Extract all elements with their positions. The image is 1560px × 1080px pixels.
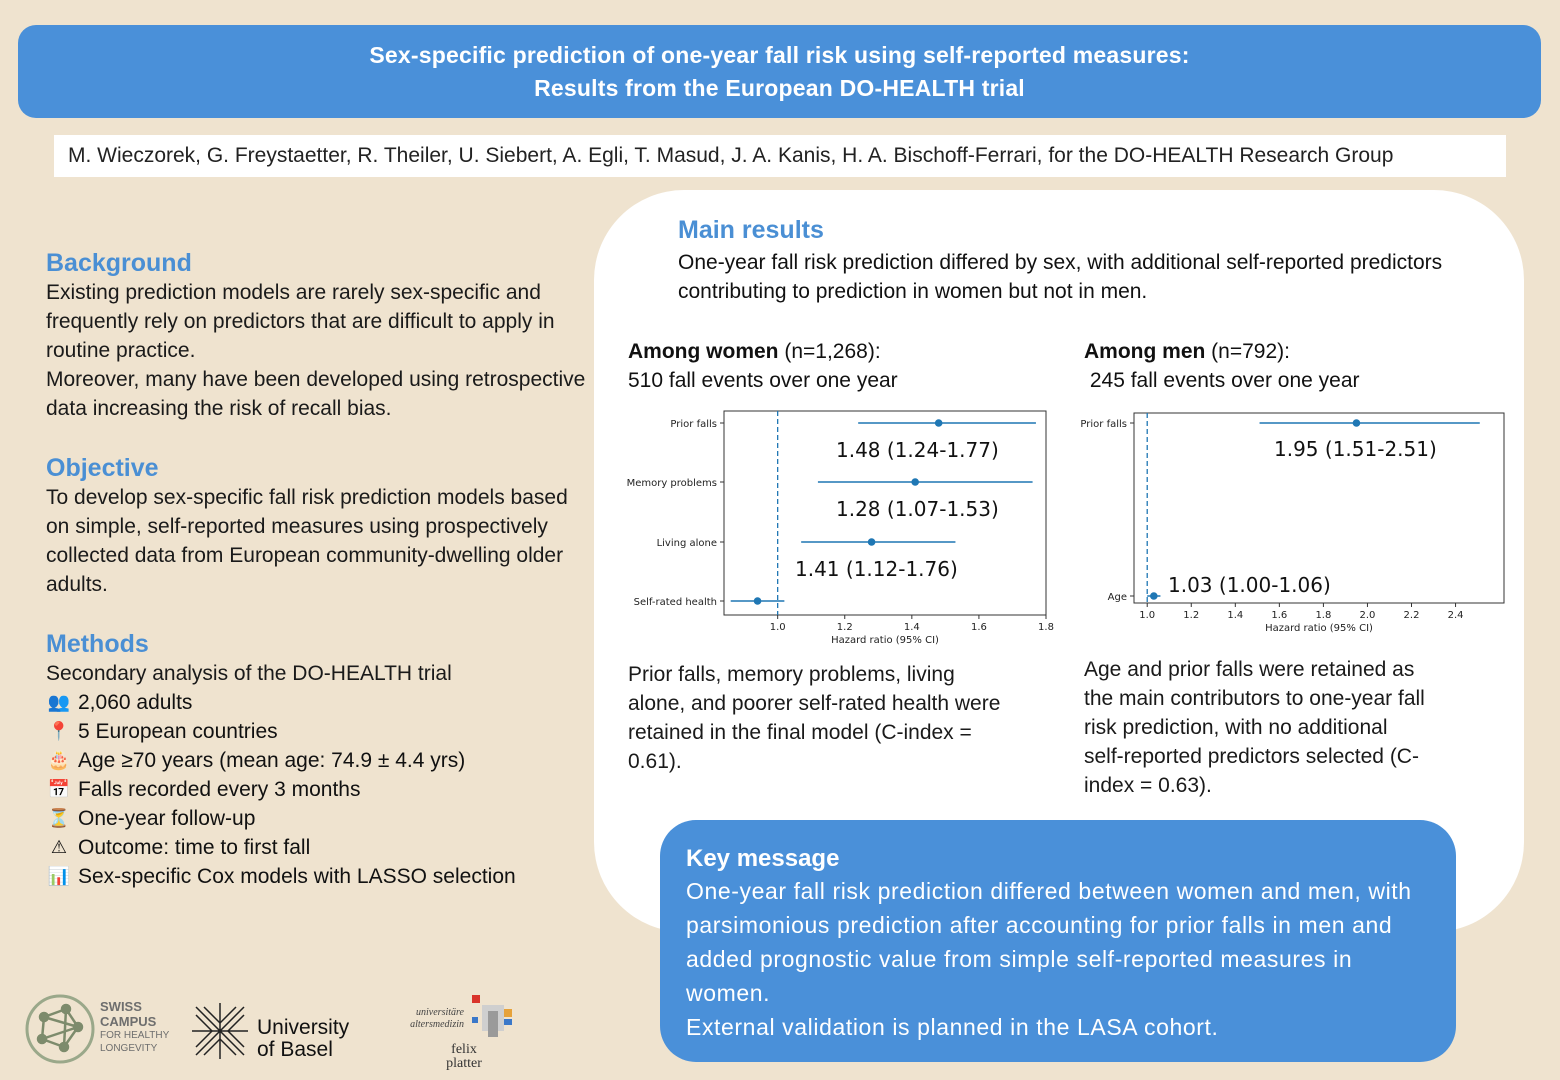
felix-platter-logo-icon	[468, 991, 514, 1043]
hr-point	[868, 538, 876, 546]
hr-point	[935, 419, 943, 427]
methods-heading: Methods	[46, 630, 149, 658]
hr-data-label: 1.03 (1.00-1.06)	[1168, 573, 1331, 597]
key-message-text-2: External validation is planned in the LASA cohort.	[686, 1014, 1219, 1040]
women-forest-plot	[605, 405, 1055, 645]
men-n: (n=792):	[1205, 340, 1290, 363]
women-n: (n=1,268):	[778, 340, 881, 363]
bar-chart-icon: 📊	[47, 866, 71, 886]
hr-point	[754, 597, 762, 605]
methods-item	[46, 688, 586, 717]
hr-data-label: 1.48 (1.24-1.77)	[836, 438, 999, 462]
hr-point	[1150, 592, 1158, 600]
women-label: Among women	[628, 340, 779, 363]
x-tick-label: 1.8	[1038, 622, 1054, 633]
methods-item-text: 5 European countries	[78, 720, 278, 743]
x-tick-label: 1.4	[1227, 610, 1244, 621]
felix-platter-logo-caption: universitäre altersmedizin	[410, 1007, 464, 1030]
methods-section	[46, 629, 586, 891]
cake-icon: 🎂	[47, 750, 71, 770]
hr-data-label: 1.95 (1.51-2.51)	[1274, 437, 1437, 461]
x-tick-label: 1.0	[1139, 610, 1156, 621]
felix-platter-logo-text: felix platter	[446, 1042, 482, 1071]
background-heading: Background	[46, 249, 192, 277]
men-label: Among men	[1084, 340, 1206, 363]
men-description: Age and prior falls were retained as the main contributors to one-year fall risk prediction, with no additional self-reported predictors selected (C-index = 0.63).	[1084, 658, 1425, 797]
men-plot-svg	[1062, 405, 1512, 645]
methods-list	[46, 688, 586, 891]
methods-item	[46, 775, 586, 804]
women-description: Prior falls, memory problems, living alone, and poorer self-rated health were retained in the final model (C-index = 0.61).	[628, 663, 1001, 773]
methods-intro: Secondary analysis of the DO-HEALTH trial	[46, 662, 452, 685]
calendar-icon: 📅	[47, 779, 71, 799]
hourglass-icon: ⏳	[47, 808, 71, 828]
methods-item	[46, 862, 586, 891]
methods-item	[46, 746, 586, 775]
methods-item	[46, 833, 586, 862]
methods-item-text: Age ≥70 years (mean age: 74.9 ± 4.4 yrs)	[78, 749, 466, 772]
hr-point	[911, 478, 919, 486]
title-line-2: Results from the European DO-HEALTH trial	[534, 75, 1025, 101]
objective-heading: Objective	[46, 454, 159, 482]
methods-item-text: Outcome: time to first fall	[78, 836, 311, 859]
x-tick-label: 2.2	[1403, 610, 1420, 621]
methods-item-text: Sex-specific Cox models with LASSO selection	[78, 865, 516, 888]
x-tick-label: 1.2	[836, 622, 853, 633]
hr-point	[1353, 419, 1361, 427]
women-plot-svg	[605, 405, 1055, 645]
methods-item-text: Falls recorded every 3 months	[78, 778, 361, 801]
x-tick-label: 1.4	[903, 622, 920, 633]
methods-item	[46, 717, 586, 746]
background-section	[46, 248, 586, 423]
hr-data-label: 1.41 (1.12-1.76)	[795, 557, 958, 581]
background-text-1: Existing prediction models are rarely sex-specific and frequently rely on predictors that are difficult to apply in routine practice.	[46, 281, 555, 362]
methods-item	[46, 804, 586, 833]
women-group-header	[628, 337, 1028, 395]
category-label: Memory problems	[626, 478, 717, 489]
left-column	[46, 248, 586, 913]
poster-title	[18, 25, 1541, 118]
x-tick-label: 2.0	[1359, 610, 1376, 621]
men-group-header	[1084, 337, 1484, 395]
results-heading: Main results	[678, 216, 824, 244]
x-tick-label: 1.6	[1271, 610, 1288, 621]
logo-strip	[0, 985, 660, 1080]
category-label: Self-rated health	[633, 597, 717, 608]
background-text-2: Moreover, many have been developed using retrospective data increasing the risk of recall bias.	[46, 368, 586, 420]
results-summary: One-year fall risk prediction differed by sex, with additional self-reported predictors contributing to prediction in women but not in men.	[678, 251, 1443, 303]
men-forest-plot	[1062, 405, 1512, 645]
category-label: Prior falls	[670, 419, 717, 430]
category-label: Prior falls	[1080, 419, 1127, 430]
x-axis-label: Hazard ratio (95% CI)	[831, 635, 939, 645]
swiss-campus-logo-icon	[24, 993, 96, 1065]
x-tick-label: 1.2	[1183, 610, 1200, 621]
men-events: 245 fall events over one year	[1084, 369, 1360, 392]
pin-icon: 📍	[47, 721, 71, 741]
key-message-text: One-year fall risk prediction differed between women and men, with parsimonious prediction after accounting for prior falls in men and added prognostic value from simple self-reported measures in women.	[686, 878, 1412, 1006]
x-tick-label: 2.4	[1447, 610, 1464, 621]
author-list: M. Wieczorek, G. Freystaetter, R. Theiler, U. Siebert, A. Egli, T. Masud, J. A. Kanis, H. A. Bischoff-Ferrari, for the DO-HEALTH Research Group	[54, 135, 1506, 177]
key-message-box	[660, 820, 1456, 1062]
objective-section	[46, 453, 586, 599]
university-basel-logo-text: University of Basel	[257, 1016, 350, 1061]
methods-item-text: 2,060 adults	[78, 691, 193, 714]
category-label: Age	[1107, 592, 1127, 603]
title-line-1: Sex-specific prediction of one-year fall risk using self-reported measures:	[369, 42, 1190, 68]
methods-item-text: One-year follow-up	[78, 807, 256, 830]
hr-data-label: 1.28 (1.07-1.53)	[836, 497, 999, 521]
people-icon: 👥	[47, 692, 71, 712]
objective-text: To develop sex-specific fall risk prediction models based on simple, self-reported measures using prospectively collected data from European community-dwelling older adults.	[46, 486, 568, 596]
swiss-campus-logo-text: SWISS CAMPUS FOR HEALTHY LONGEVITY	[100, 999, 170, 1054]
warning-icon: ⚠	[50, 837, 68, 857]
x-tick-label: 1.6	[970, 622, 987, 633]
women-events: 510 fall events over one year	[628, 369, 898, 392]
x-axis-label: Hazard ratio (95% CI)	[1265, 623, 1373, 634]
category-label: Living alone	[656, 538, 717, 549]
university-basel-logo-icon	[192, 1003, 248, 1059]
key-message-heading: Key message	[686, 845, 840, 872]
x-tick-label: 1.0	[769, 622, 786, 633]
x-tick-label: 1.8	[1315, 610, 1332, 621]
